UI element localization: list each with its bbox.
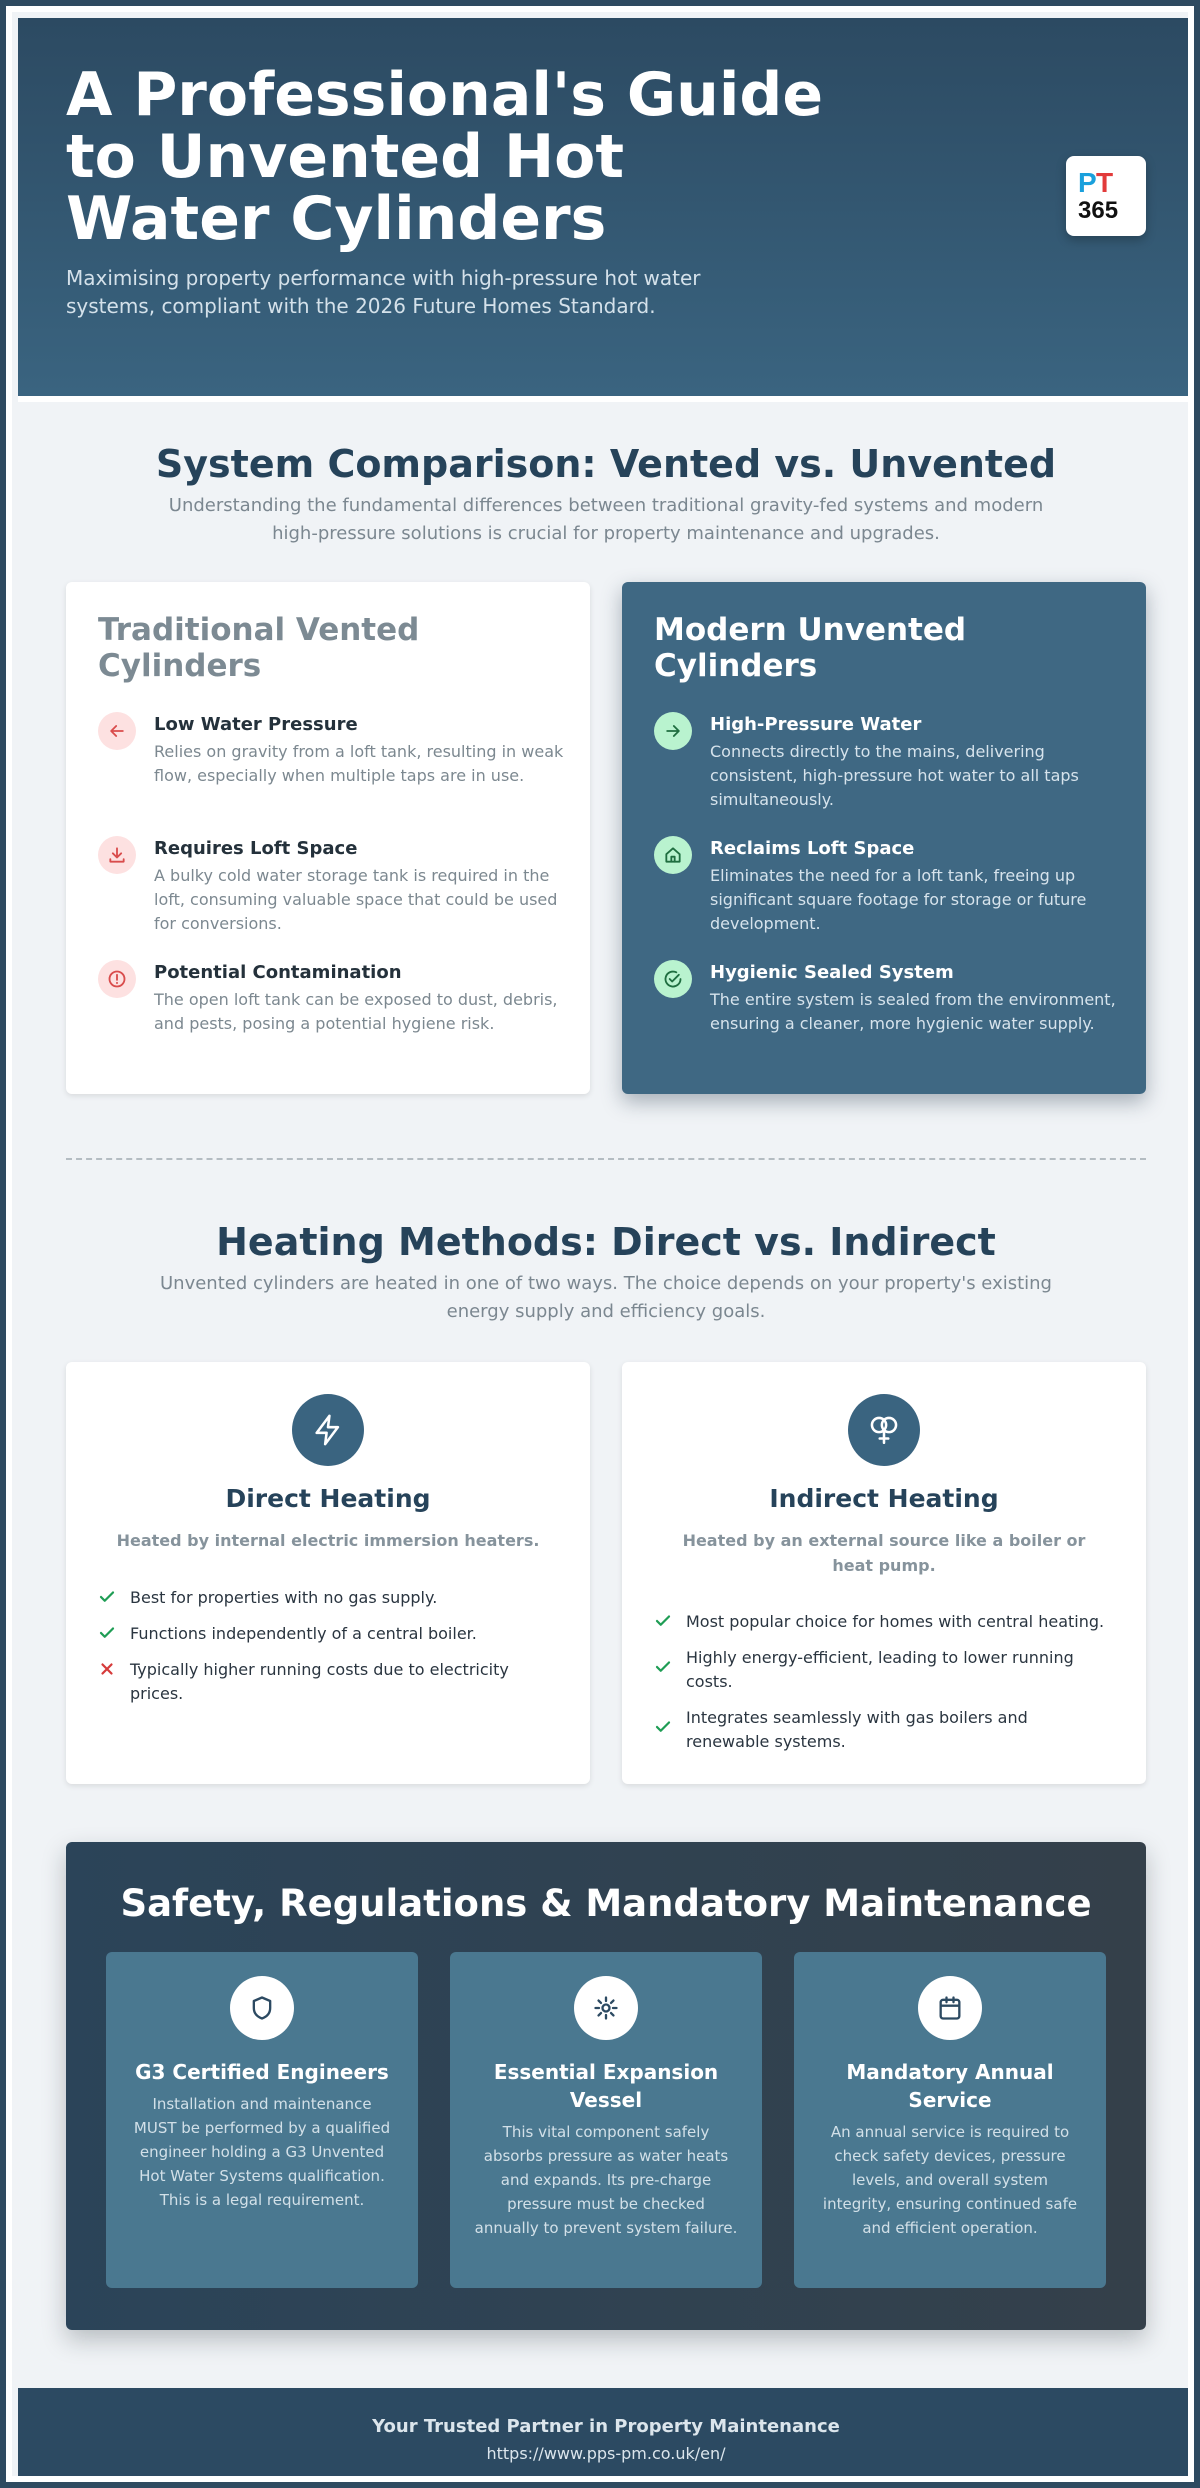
feature-title: Hygienic Sealed System [710, 962, 954, 983]
lightning-icon [292, 1394, 364, 1466]
list-item-text: Integrates seamlessly with gas boilers and renewable systems. [686, 1708, 1028, 1751]
check-circle-icon [654, 960, 692, 998]
svg-text:365: 365 [1078, 197, 1119, 224]
shield-icon [230, 1976, 294, 2040]
feature-title: Reclaims Loft Space [710, 838, 915, 859]
list-item-text: Typically higher running costs due to electricity prices. [130, 1660, 509, 1703]
safety-card-g3 [106, 1952, 418, 2288]
arrow-left-icon [98, 712, 136, 750]
flame-icon [848, 1394, 920, 1466]
cross-icon [98, 1660, 116, 1678]
direct-heating-subtitle: Heated by internal electric immersion heaters. [116, 1531, 540, 1550]
safety-card-text: This vital component safely absorbs pressure as water heats and expands. Its pre-charge pressure must be checked annually to prevent system failure. [474, 2123, 738, 2237]
safety-section [66, 1842, 1146, 2330]
alert-circle-icon [98, 960, 136, 998]
safety-card-text: An annual service is required to check safety devices, pressure levels, and overall system integrity, ensuring continued safe and efficient operation. [822, 2123, 1078, 2237]
check-icon [98, 1588, 116, 1606]
direct-heating-card [66, 1362, 590, 1784]
vented-card [66, 582, 590, 1094]
safety-card-title: G3 Certified Engineers [135, 2060, 389, 2084]
feature-text: Relies on gravity from a loft tank, resulting in weak flow, especially when multiple taps are in use. [154, 742, 564, 785]
brand-logo [1066, 156, 1146, 236]
indirect-heating-subtitle: Heated by an external source like a boiler or heat pump. [682, 1531, 1086, 1575]
feature-text: A bulky cold water storage tank is required in the loft, consuming valuable space that could be used for conversions. [154, 866, 558, 933]
feature-text: The open loft tank can be exposed to dust, debris, and pests, posing a potential hygiene risk. [154, 990, 558, 1033]
safety-card-service [794, 1952, 1106, 2288]
feature-text: Eliminates the need for a loft tank, freeing up significant square footage for storage or future development. [710, 866, 1087, 933]
list-item-text: Best for properties with no gas supply. [130, 1588, 438, 1607]
unvented-card [622, 582, 1146, 1094]
safety-title: Safety, Regulations & Mandatory Maintenance [120, 1882, 1092, 1925]
pressure-icon [574, 1976, 638, 2040]
heating-description: Unvented cylinders are heated in one of two ways. The choice depends on your property's existing energy supply and efficiency goals. [159, 1273, 1052, 1322]
safety-card-title: Mandatory Annual Service [846, 2060, 1054, 2112]
page-title: A Professional's Guide to Unvented Hot Water Cylinders [66, 60, 824, 254]
check-icon [654, 1612, 672, 1630]
indirect-heating-title: Indirect Heating [769, 1484, 999, 1513]
safety-card-title: Essential Expansion Vessel [493, 2060, 719, 2112]
indirect-heating-card [622, 1362, 1146, 1784]
footer-tagline: Your Trusted Partner in Property Maintenance [372, 2416, 840, 2437]
check-icon [98, 1624, 116, 1642]
arrow-right-icon [654, 712, 692, 750]
home-icon [654, 836, 692, 874]
page-frame [6, 6, 1194, 2482]
list-item-text: Functions independently of a central boiler. [130, 1624, 477, 1643]
feature-title: High-Pressure Water [710, 714, 922, 735]
hero-banner [18, 18, 1194, 402]
feature-title: Potential Contamination [154, 962, 402, 983]
feature-title: Low Water Pressure [154, 714, 358, 735]
list-item-text: Most popular choice for homes with central heating. [686, 1612, 1105, 1631]
footer [18, 2388, 1194, 2482]
svg-text:T: T [1096, 167, 1114, 198]
footer-link[interactable]: https://www.pps-pm.co.uk/en/ [486, 2444, 726, 2463]
safety-card-expansion [450, 1952, 762, 2288]
list-item-text: Highly energy-efficient, leading to lower running costs. [686, 1648, 1074, 1691]
section-divider [66, 1158, 1146, 1160]
svg-text:P: P [1078, 167, 1097, 198]
feature-title: Requires Loft Space [154, 838, 358, 859]
safety-card-text: Installation and maintenance MUST be performed by a qualified engineer holding a G3 Unvented Hot Water Systems qualification. This is a legal requirement. [133, 2095, 391, 2209]
feature-text: Connects directly to the mains, delivering consistent, high-pressure hot water to all taps simultaneously. [710, 742, 1079, 809]
heating-title: Heating Methods: Direct vs. Indirect [216, 1220, 996, 1264]
vented-card-title: Traditional Vented Cylinders [98, 612, 420, 684]
hero-subtitle: Maximising property performance with high-pressure hot water systems, compliant with the 2026 Future Homes Standard. [66, 266, 701, 318]
direct-heating-title: Direct Heating [225, 1484, 431, 1513]
check-icon [654, 1718, 672, 1736]
unvented-card-title: Modern Unvented Cylinders [654, 612, 967, 684]
comparison-title: System Comparison: Vented vs. Unvented [155, 442, 1057, 486]
comparison-description: Understanding the fundamental differences between traditional gravity-fed systems and modern high-pressure solutions is crucial for property maintenance and upgrades. [168, 495, 1044, 544]
calendar-icon [918, 1976, 982, 2040]
download-icon [98, 836, 136, 874]
check-icon [654, 1658, 672, 1676]
feature-text: The entire system is sealed from the environment, ensuring a cleaner, more hygienic water supply. [710, 990, 1116, 1033]
